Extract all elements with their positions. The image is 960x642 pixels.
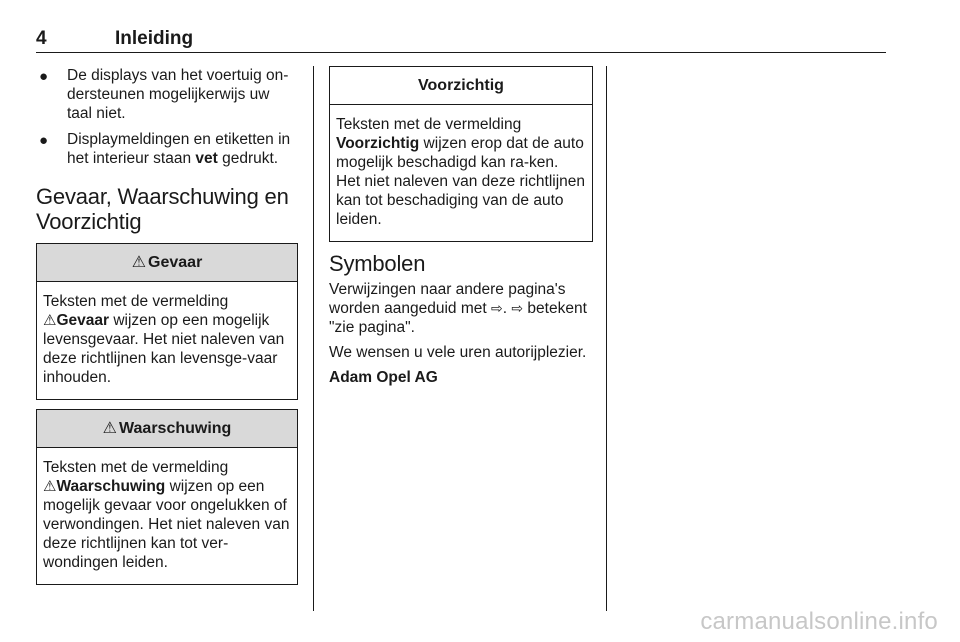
warning-triangle-icon: ⚠ xyxy=(102,420,118,437)
warning-triangle-icon: ⚠ xyxy=(43,312,57,329)
signature: Adam Opel AG xyxy=(329,369,438,386)
caution-box xyxy=(329,66,593,242)
bullet-icon: ● xyxy=(39,68,49,85)
page-header xyxy=(36,26,886,53)
bullet-list xyxy=(36,66,298,168)
page-reference-arrow-icon: ⇨ xyxy=(511,300,524,316)
danger-box-body: Teksten met de vermelding ⚠Gevaar wijzen op een mogelijk levensgevaar. Het niet naleven van deze richtlijnen kan levensge-vaar inhouden. xyxy=(43,293,285,386)
column-middle xyxy=(329,66,593,393)
warning-box-body: Teksten met de vermelding ⚠Waarschuwing wijzen op een mogelijk gevaar voor ongelukken of verwondingen. Het niet naleven van deze richtlijnen kan tot ver-wondingen leiden. xyxy=(43,459,290,571)
chapter-title: Inleiding xyxy=(115,28,194,49)
column-divider xyxy=(606,66,607,611)
column-divider xyxy=(313,66,314,611)
warning-box xyxy=(36,409,298,585)
warning-triangle-icon: ⚠ xyxy=(43,478,57,495)
page-reference-arrow-icon: ⇨ xyxy=(491,300,503,316)
section-title: Gevaar, Waarschuwing en Voorzichtig xyxy=(36,184,289,234)
list-item: ● Displaymeldingen en etiketten in het interieur staan vet gedrukt. xyxy=(39,131,291,167)
warning-box-header: ⚠ Waarschuwing xyxy=(37,410,297,448)
caution-box-body: Teksten met de vermelding Voorzichtig wijzen erop dat de auto mogelijk beschadigd kan ra-ken. Het niet naleven van deze richtlijnen kan tot beschadiging van de auto leiden. xyxy=(336,116,586,228)
danger-box-header: ⚠ Gevaar xyxy=(37,244,297,282)
symbols-title: Symbolen xyxy=(329,251,426,276)
bullet-icon: ● xyxy=(39,132,49,149)
danger-box xyxy=(36,243,298,400)
list-item: ● De displays van het voertuig on-dersteunen mogelijkerwijs uw taal niet. xyxy=(39,67,289,122)
column-left xyxy=(36,66,298,594)
page-number: 4 xyxy=(36,28,47,49)
symbols-paragraph: Verwijzingen naar andere pagina's worden aangeduid met ⇨. ⇨ betekent "zie pagina". xyxy=(329,281,587,336)
caution-box-header: Voorzichtig xyxy=(330,67,592,105)
watermark: carmanualsonline.info xyxy=(700,608,938,635)
warning-triangle-icon: ⚠ xyxy=(131,254,147,271)
closing-paragraph: We wensen u vele uren autorijplezier. xyxy=(329,344,587,361)
